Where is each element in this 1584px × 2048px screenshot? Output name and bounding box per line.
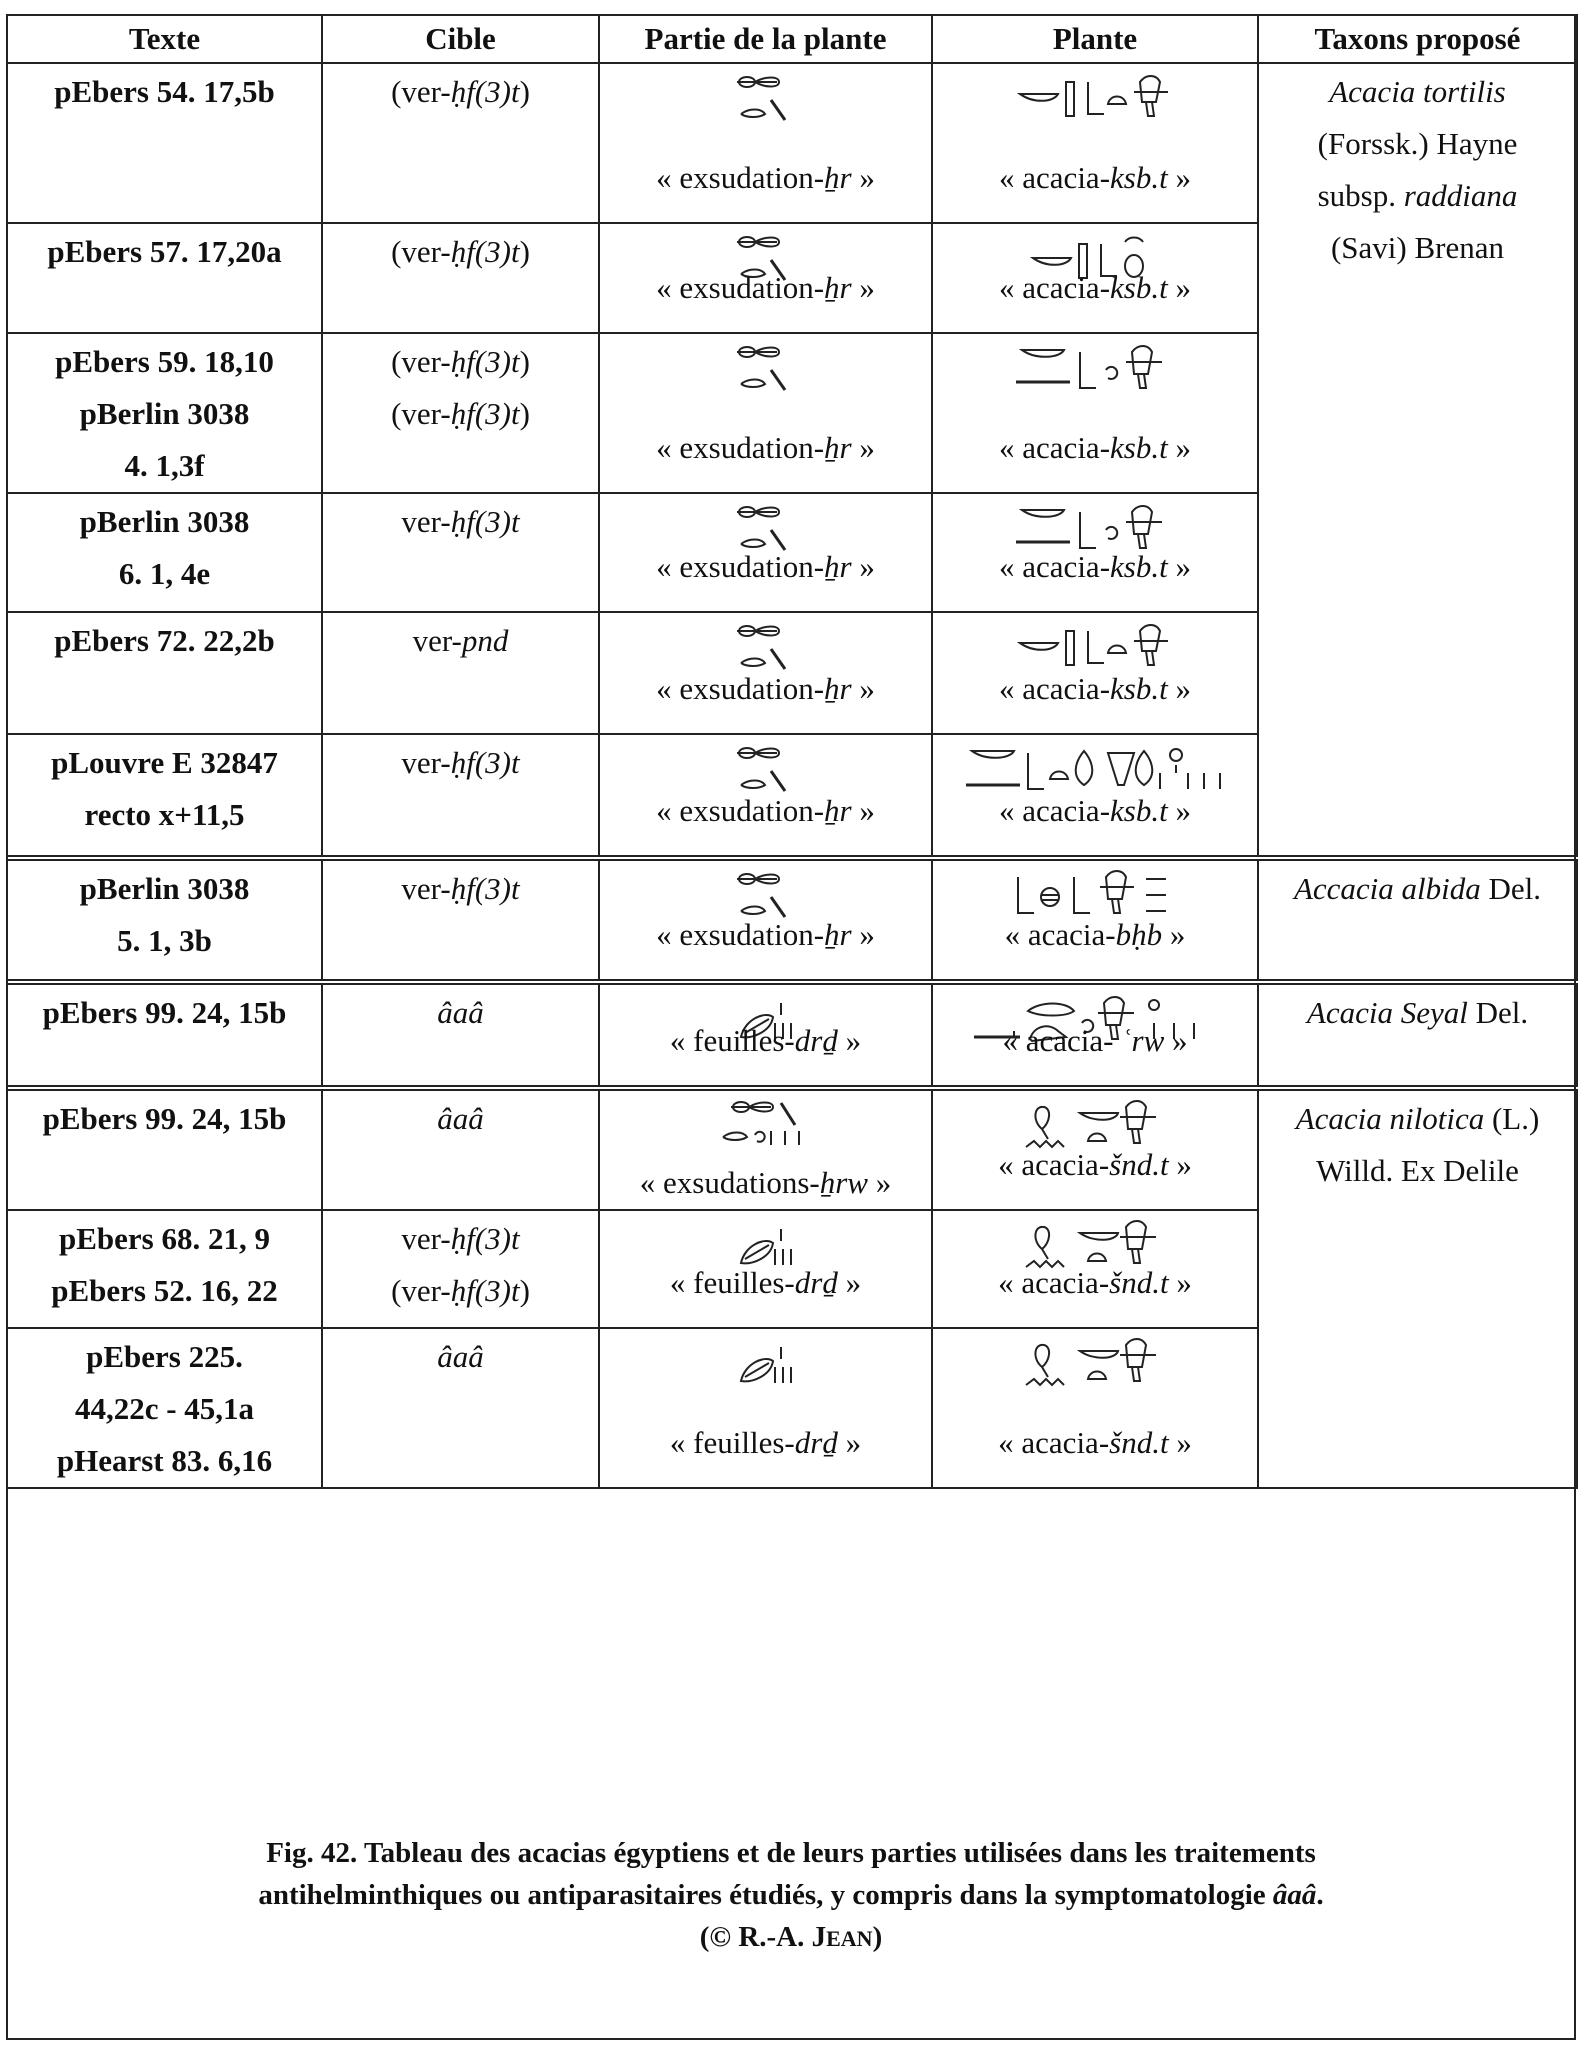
target-affix: ver- (401, 745, 451, 780)
cell-texte (7, 734, 322, 858)
taxon-authority: Del. (1467, 995, 1529, 1030)
taxon-line (1259, 170, 1576, 222)
cell-cible (322, 858, 599, 982)
gloss-pre: « acacia- (998, 1425, 1110, 1460)
text-reference: pEbers 99. 24, 15b (42, 995, 287, 1030)
partie-gloss (600, 270, 931, 306)
plante-gloss (933, 1425, 1257, 1461)
gloss-pre: « feuilles- (669, 1425, 795, 1460)
partie-gloss (600, 671, 931, 707)
ksbt-glyph-a (933, 621, 1257, 677)
taxon-name: Accacia albida (1293, 871, 1481, 906)
plante-gloss (933, 160, 1257, 196)
cell-cible (322, 493, 599, 612)
credit-text: (© R.-A. J (699, 1921, 827, 1953)
taxon-name: Acacia tortilis (1329, 74, 1506, 109)
gloss-pre: « feuilles- (669, 1023, 795, 1058)
partie-gloss (600, 160, 931, 196)
target-line (323, 737, 598, 789)
gloss-post: » (1168, 1265, 1192, 1300)
target-term: âaâ (437, 995, 484, 1030)
cell-texte (7, 333, 322, 493)
plante-gloss (933, 549, 1257, 585)
table-row (7, 1088, 1577, 1210)
gloss-it: drḏ (794, 1023, 838, 1058)
text-reference: pBerlin 3038 (79, 504, 250, 539)
taxon-name: Acacia nilotica (1295, 1101, 1485, 1136)
cell-cible (322, 63, 599, 223)
gloss-it: šnd.t (1109, 1265, 1169, 1300)
target-term: ḥf(3)t (450, 234, 520, 269)
cell-cible (322, 734, 599, 858)
target-affix: (ver- (391, 74, 451, 109)
cell-texte (7, 858, 322, 982)
taxon-line (1259, 863, 1576, 915)
cell-plante (932, 1210, 1258, 1328)
text-reference: pEbers 57. 17,20a (47, 234, 282, 269)
target-affix: ver- (401, 871, 451, 906)
target-term: âaâ (437, 1101, 484, 1136)
gloss-it: drḏ (794, 1425, 838, 1460)
target-line (323, 615, 598, 667)
gloss-post: » (1167, 793, 1191, 828)
target-line (323, 226, 598, 278)
gloss-post: » (1167, 160, 1191, 195)
target-affix: (ver- (391, 396, 451, 431)
target-affix: (ver- (391, 1273, 451, 1308)
cell-taxon (1258, 858, 1577, 982)
table-row (7, 858, 1577, 982)
gloss-pre: « acacia- (999, 793, 1111, 828)
target-line (323, 1331, 598, 1383)
taxon-authority: (Forssk.) Hayne (1317, 126, 1518, 161)
cell-cible (322, 333, 599, 493)
gloss-pre: « acacia- (999, 671, 1111, 706)
gloss-post: » (1167, 430, 1191, 465)
ksbt-glyph-d (933, 743, 1257, 799)
cell-partie (599, 982, 932, 1088)
cell-partie (599, 493, 932, 612)
gloss-post: » (837, 1265, 862, 1300)
target-line (323, 1213, 598, 1265)
header-partie: Partie de la plante (599, 15, 932, 63)
plante-gloss (933, 1023, 1257, 1059)
gloss-it: ksb.t (1110, 671, 1168, 706)
plante-gloss (933, 1147, 1257, 1183)
gloss-it: ẖr (824, 917, 852, 952)
target-line (323, 1093, 598, 1145)
cell-cible (322, 1088, 599, 1210)
cell-texte (7, 1328, 322, 1488)
gloss-pre: « acacia- (999, 270, 1111, 305)
gloss-post: » (851, 793, 875, 828)
gloss-pre: « acacia- (998, 1147, 1110, 1182)
hr-glyph (600, 743, 931, 799)
target-affix: ) (519, 1273, 530, 1308)
gloss-it: ksb.t (1110, 160, 1168, 195)
gloss-it: ẖr (824, 430, 852, 465)
gloss-it: drḏ (794, 1265, 838, 1300)
gloss-pre: « acacia- (999, 549, 1111, 584)
gloss-post: » (851, 549, 875, 584)
taxon-authority: Del. (1480, 871, 1542, 906)
gloss-it: ẖrw (819, 1165, 868, 1200)
hrw-glyph (600, 1099, 931, 1155)
gloss-it: ẖr (824, 270, 852, 305)
cell-taxon (1258, 982, 1577, 1088)
cell-texte (7, 223, 322, 333)
gloss-it: šnd.t (1109, 1147, 1169, 1182)
gloss-pre: « acacia- (1002, 1023, 1122, 1058)
cell-cible (322, 1328, 599, 1488)
text-reference: pEbers 54. 17,5b (54, 74, 275, 109)
gloss-it: bḥb (1115, 917, 1163, 952)
cell-plante (932, 63, 1258, 223)
target-term: pnd (461, 623, 509, 658)
caption-text: antihelminthiques ou antiparasitaires étudiés, y compris dans la symptomatologie (258, 1879, 1273, 1911)
gloss-post: » (851, 160, 875, 195)
partie-gloss (600, 549, 931, 585)
text-reference: 44,22c - 45,1a (74, 1391, 255, 1426)
caption-credit (8, 1916, 1574, 1960)
cell-plante (932, 734, 1258, 858)
gloss-post: » (1167, 549, 1191, 584)
caption-line-2 (8, 1874, 1574, 1916)
text-reference: pLouvre E 32847 (51, 745, 278, 780)
plante-gloss (933, 671, 1257, 707)
target-term: ḥf(3)t (450, 1221, 520, 1256)
caption-term: âaâ (1272, 1879, 1317, 1911)
partie-gloss (600, 430, 931, 466)
partie-gloss (600, 1023, 931, 1059)
gloss-pre: « exsudation- (656, 549, 825, 584)
text-reference: pBerlin 3038 (79, 871, 250, 906)
cell-plante (932, 858, 1258, 982)
taxon-authority: Willd. Ex Delile (1316, 1153, 1519, 1188)
cell-partie (599, 333, 932, 493)
gloss-post: » (851, 270, 875, 305)
taxon-line (1259, 987, 1576, 1039)
cell-partie (599, 734, 932, 858)
cell-plante (932, 333, 1258, 493)
gloss-post: » (837, 1023, 862, 1058)
taxon-line (1259, 66, 1576, 118)
gloss-post: » (1167, 671, 1191, 706)
target-line (323, 496, 598, 548)
text-reference: pEbers 72. 22,2b (54, 623, 275, 658)
gloss-pre: « acacia- (998, 1265, 1110, 1300)
gloss-it: ksb.t (1110, 430, 1168, 465)
caption-line-1: Fig. 42. Tableau des acacias égyptiens et de leurs parties utilisées dans les traitements (266, 1837, 1316, 1869)
partie-gloss (600, 917, 931, 953)
credit-smallcaps: EAN (826, 1926, 873, 1951)
taxon-line (1259, 1145, 1576, 1197)
gloss-pre: « acacia- (1004, 917, 1116, 952)
gloss-pre: « acacia- (999, 160, 1111, 195)
taxon-name: raddiana (1403, 178, 1518, 213)
hr-glyph (600, 342, 931, 398)
cell-plante (932, 493, 1258, 612)
partie-gloss (600, 1165, 931, 1201)
partie-gloss (600, 793, 931, 829)
target-affix: (ver- (391, 344, 451, 379)
plante-gloss (933, 1265, 1257, 1301)
cell-cible (322, 1210, 599, 1328)
target-affix: ) (519, 396, 530, 431)
cell-cible (322, 612, 599, 734)
drd-glyph (600, 1337, 931, 1393)
target-affix: (ver- (391, 234, 451, 269)
gloss-post: » (1164, 1023, 1188, 1058)
gloss-it: ksb.t (1110, 270, 1168, 305)
gloss-it: ksb.t (1110, 793, 1168, 828)
gloss-pre: « exsudation- (656, 793, 825, 828)
cell-partie (599, 612, 932, 734)
target-term: ḥf(3)t (450, 396, 520, 431)
target-line (323, 336, 598, 388)
cell-plante (932, 612, 1258, 734)
plante-gloss (933, 430, 1257, 466)
target-affix: ) (519, 344, 530, 379)
cell-plante (932, 223, 1258, 333)
text-reference: pEbers 99. 24, 15b (42, 1101, 287, 1136)
gloss-post: » (1162, 917, 1186, 952)
text-reference: 6. 1, 4e (118, 556, 211, 591)
gloss-it: ʿrw (1121, 1023, 1165, 1058)
hr-glyph (600, 72, 931, 128)
taxon-authority: (L.) (1484, 1101, 1540, 1136)
cell-cible (322, 982, 599, 1088)
cell-taxon (1258, 1088, 1577, 1488)
cell-plante (932, 982, 1258, 1088)
gloss-post: » (1168, 1147, 1192, 1182)
cell-texte (7, 982, 322, 1088)
cell-texte (7, 612, 322, 734)
gloss-pre: « exsudation- (656, 270, 825, 305)
gloss-post: » (867, 1165, 892, 1200)
cell-texte (7, 1088, 322, 1210)
gloss-post: » (1168, 1425, 1192, 1460)
cell-partie (599, 1328, 932, 1488)
credit-close: ) (872, 1921, 883, 1953)
gloss-pre: « exsudation- (656, 671, 825, 706)
header-row (7, 15, 1577, 63)
target-affix: ) (519, 234, 530, 269)
gloss-it: ẖr (824, 793, 852, 828)
header-taxons: Taxons proposé (1258, 15, 1577, 63)
cell-partie (599, 1088, 932, 1210)
ksbt-glyph-a (933, 72, 1257, 128)
text-reference: pEbers 59. 18,10 (55, 344, 274, 379)
gloss-it: ẖr (824, 671, 852, 706)
gloss-it: šnd.t (1109, 1425, 1169, 1460)
plante-gloss (933, 917, 1257, 953)
target-line (323, 863, 598, 915)
cell-cible (322, 223, 599, 333)
target-term: ḥf(3)t (450, 871, 520, 906)
text-reference: 5. 1, 3b (117, 923, 212, 958)
acacia-table (6, 14, 1578, 1489)
target-affix: ver- (401, 1221, 451, 1256)
gloss-post: » (851, 917, 875, 952)
taxon-name: Acacia Seyal (1306, 995, 1468, 1030)
cell-partie (599, 858, 932, 982)
cell-partie (599, 63, 932, 223)
target-line (323, 987, 598, 1039)
gloss-pre: « feuilles- (669, 1265, 795, 1300)
text-reference: pBerlin 3038 (79, 396, 250, 431)
taxon-line (1259, 222, 1576, 274)
gloss-pre: « exsudation- (656, 160, 825, 195)
cell-texte (7, 63, 322, 223)
header-cible: Cible (322, 15, 599, 63)
sndt-glyph (933, 1337, 1257, 1393)
figure-caption (8, 1832, 1574, 1960)
caption-period: . (1316, 1879, 1324, 1911)
cell-texte (7, 1210, 322, 1328)
taxon-authority: (Savi) Brenan (1330, 230, 1505, 265)
text-reference: pEbers 225. (86, 1339, 243, 1374)
plante-gloss (933, 270, 1257, 306)
taxon-authority: subsp. (1317, 178, 1404, 213)
gloss-post: » (851, 430, 875, 465)
target-line (323, 66, 598, 118)
gloss-it: ẖr (824, 160, 852, 195)
hr-glyph (600, 621, 931, 677)
gloss-post: » (851, 671, 875, 706)
cell-partie (599, 1210, 932, 1328)
table-row (7, 982, 1577, 1088)
taxon-line (1259, 1093, 1576, 1145)
cell-plante (932, 1328, 1258, 1488)
target-term: ḥf(3)t (450, 1273, 520, 1308)
gloss-it: ẖr (824, 549, 852, 584)
target-term: ḥf(3)t (450, 344, 520, 379)
target-term: âaâ (437, 1339, 484, 1374)
plante-gloss (933, 793, 1257, 829)
target-line (323, 1265, 598, 1317)
partie-gloss (600, 1265, 931, 1301)
target-term: ḥf(3)t (450, 74, 520, 109)
partie-gloss (600, 1425, 931, 1461)
text-reference: 4. 1,3f (124, 448, 205, 483)
gloss-pre: « exsudations- (639, 1165, 820, 1200)
target-affix: ver- (401, 504, 451, 539)
cell-taxon (1258, 63, 1577, 858)
text-reference: pEbers 52. 16, 22 (51, 1273, 278, 1308)
header-texte: Texte (7, 15, 322, 63)
header-plante: Plante (932, 15, 1258, 63)
cell-plante (932, 1088, 1258, 1210)
target-term: ḥf(3)t (450, 504, 520, 539)
table-row (7, 63, 1577, 223)
gloss-pre: « exsudation- (656, 430, 825, 465)
text-reference: pEbers 68. 21, 9 (59, 1221, 270, 1256)
ksbt-glyph-c (933, 342, 1257, 398)
gloss-pre: « acacia- (999, 430, 1111, 465)
target-term: ḥf(3)t (450, 745, 520, 780)
gloss-post: » (837, 1425, 862, 1460)
gloss-post: » (1167, 270, 1191, 305)
text-reference: pHearst 83. 6,16 (56, 1443, 273, 1478)
target-affix: ) (519, 74, 530, 109)
target-line (323, 388, 598, 440)
cell-texte (7, 493, 322, 612)
cell-partie (599, 223, 932, 333)
target-affix: ver- (412, 623, 462, 658)
text-reference: recto x+11,5 (84, 797, 245, 832)
gloss-it: ksb.t (1110, 549, 1168, 584)
taxon-line (1259, 118, 1576, 170)
gloss-pre: « exsudation- (656, 917, 825, 952)
